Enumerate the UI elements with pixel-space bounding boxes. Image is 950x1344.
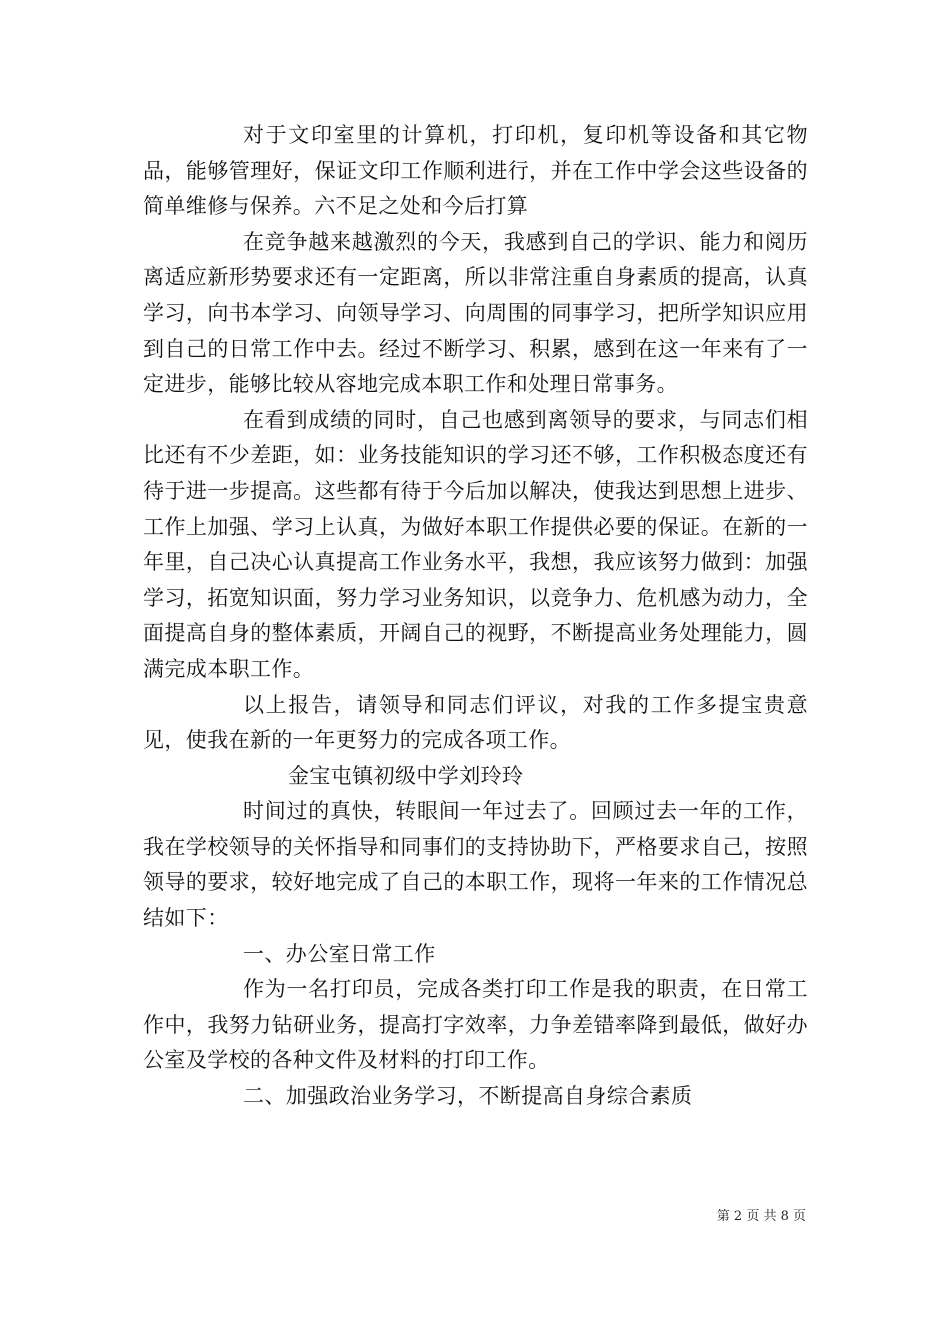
- paragraph-shortcomings: 在看到成绩的同时，自己也感到离领导的要求，与同志们相比还有不少差距，如：业务技能知识的学习还不够，工作积极态度还有待于进一步提高。这些都有待于今后加以解决，使我达到思想上进步、工作上加强、学习上认真，为做好本职工作提供必要的保证。在新的一年里，自己决心认真提高工作业务水平，我想，我应该努力做到：加强学习，拓宽知识面，努力学习业务知识，以竞争力、危机感为动力，全面提高自身的整体素质，开阔自己的视野，不断提高业务处理能力，圆满完成本职工作。: [143, 407, 808, 681]
- section-heading-political-study: 二、加强政治业务学习，不断提高自身综合素质: [243, 1084, 693, 1109]
- section-heading-office-work: 一、办公室日常工作: [243, 941, 436, 966]
- paragraph-year-review: 时间过的真快，转眼间一年过去了。回顾过去一年的工作，我在学校领导的关怀指导和同事们的支持协助下，严格要求自己，按照领导的要求，较好地完成了自己的本职工作，现将一年来的工作情况总结如下：: [143, 799, 808, 931]
- page-number-footer: 第 2 页 共 8 页: [716, 1209, 806, 1224]
- paragraph-typist-duties: 作为一名打印员，完成各类打印工作是我的职责，在日常工作中，我努力钻研业务，提高打字效率，力争差错率降到最低，做好办公室及学校的各种文件及材料的打印工作。: [143, 977, 808, 1073]
- paragraph-equipment-management: 对于文印室里的计算机，打印机，复印机等设备和其它物品，能够管理好，保证文印工作顺利进行，并在工作中学会这些设备的简单维修与保养。六不足之处和今后打算: [143, 123, 808, 219]
- document-body: [143, 118, 808, 1115]
- paragraph-learning: 在竞争越来越激烈的今天，我感到自己的学识、能力和阅历离适应新形势要求还有一定距离，所以非常注重自身素质的提高，认真学习，向书本学习、向领导学习、向周围的同事学习，把所学知识应用到自己的日常工作中去。经过不断学习、积累，感到在这一年来有了一定进步，能够比较从容地完成本职工作和处理日常事务。: [143, 229, 808, 397]
- author-signature: 金宝屯镇初级中学刘玲玲: [288, 763, 524, 788]
- paragraph-closing-request: 以上报告，请领导和同志们评议，对我的工作多提宝贵意见，使我在新的一年更努力的完成各项工作。: [143, 692, 808, 753]
